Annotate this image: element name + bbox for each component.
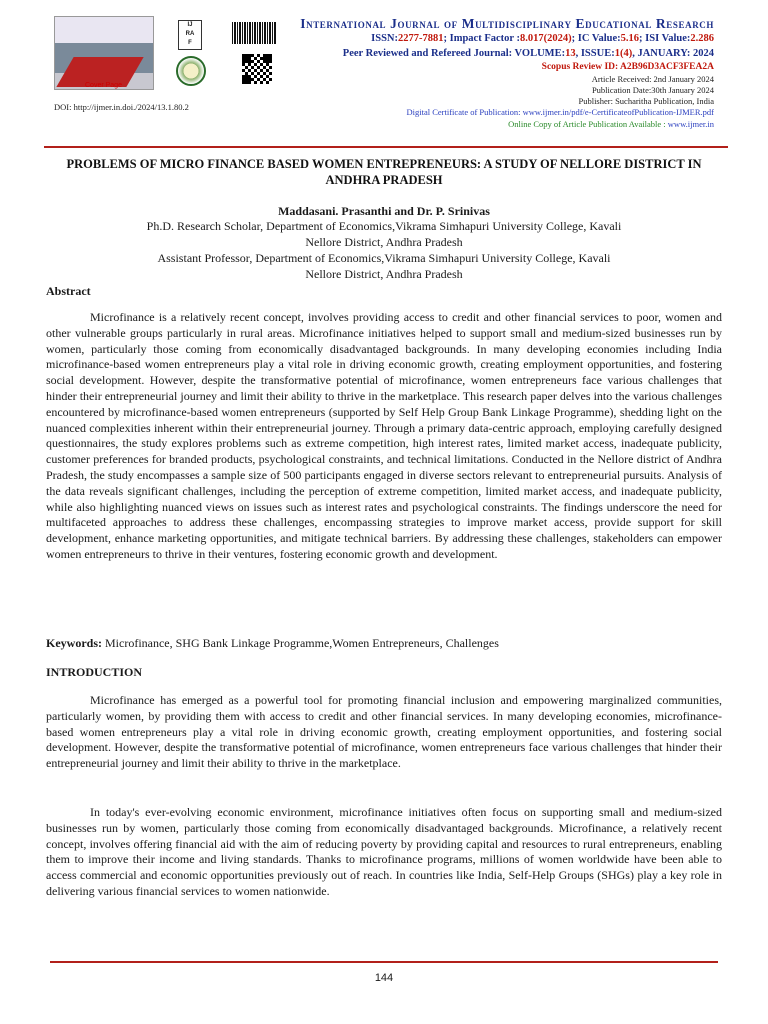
issn-line: ISSN:2277-7881; Impact Factor :8.017(2024); IC Value:5.16; ISI Value:2.286 (371, 33, 714, 44)
cover-page-thumbnail[interactable] (54, 16, 154, 90)
introduction-paragraph-1: Microfinance has emerged as a powerful tool for promoting financial inclusion and empowering marginalized communities, particularly women, by providing them with access to credit and other financial services. In many developing economies, microfinance-based women entrepreneurs play a vital role in driving economic growth, creating employment opportunities, and fostering social development. However, despite the transformative potential of microfinance, women entrepreneurs face various challenges that hinder their entrepreneurial journey and limit their ability to thrive in the marketplace. (46, 693, 722, 771)
header-divider (44, 146, 728, 148)
footer-divider (50, 961, 718, 963)
keywords: Keywords: Microfinance, SHG Bank Linkage Programme,Women Entrepreneurs, Challenges (46, 636, 499, 650)
affiliation-1: Ph.D. Research Scholar, Department of Economics,Vikrama Simhapuri University College, Kavali Nellore District, Andhra Pradesh (146, 219, 622, 249)
issn-barcode (232, 22, 276, 44)
doi-link[interactable]: DOI: http://ijmer.in.doi./2024/13.1.80.2 (54, 102, 189, 112)
digital-certificate-link[interactable]: Digital Certificate of Publication: www.ijmer.in/pdf/e-CertificateofPublication-IJMER.pdf (406, 107, 714, 117)
abstract-heading: Abstract (46, 284, 91, 298)
introduction-heading: INTRODUCTION (46, 665, 143, 679)
authors: Maddasani. Prasanthi and Dr. P. Srinivas (278, 204, 490, 218)
qr-code[interactable] (242, 54, 272, 84)
abstract-text: Microfinance is a relatively recent concept, involves providing access to credit and other financial services to poor, women and other vulnerable groups particularly in rural areas. Microfinance initiatives helped to support small and medium-sized businesses run by women, particularly those coming from economically disadvantaged backgrounds. In many developing economies including India microfinance-based women entrepreneurs play a vital role in driving economic growth, creating employment opportunities, and fostering social development. However, despite the transformative potential of microfinance, women entrepreneurs face various challenges that hinder their entrepreneurial journey and limit their ability to thrive in the marketplace. This research paper delves into the various challenges encountered by microfinance-based women entrepreneurs (supported by Self Help Group Bank Linkage Programme), shedding light on the nuanced complexities inherent within their entrepreneurial journey. Through a primary data-centric approach, employing carefully designed questionnaires, the study explores problems such as extreme competition, high interest rates, limited market access, inadequate publicity, customer preferences for branded products, psychological constraints, and technical limitations. Conducted in the Nellore district of Andhra Pradesh, the study encompasses a sample size of 500 participants engaged in diverse sectors relevant to entrepreneurial pursuits. Analysis of the data reveals significant challenges, including the perception of extreme competition, limited market access, and inadequate publicity, while also highlighting nuanced views on issues such as interest rates and psychological constraints. The findings underscore the need for multifaceted approaches to address these challenges, encompassing strategies to improve market access, provide support for skill development, enhance marketing opportunities, and mitigate technical barriers. By addressing these challenges, stakeholders can empower women entrepreneurs to thrive in their ventures, fostering economic growth and development. (46, 310, 722, 561)
online-copy-line: Online Copy of Article Publication Available : www.ijmer.in (508, 119, 714, 129)
scopus-review-id: Scopus Review ID: A2B96D3ACF3FEA2A (541, 62, 714, 72)
page-number: 144 (374, 972, 394, 984)
publisher: Publisher: Sucharitha Publication, India (578, 96, 714, 106)
indexing-logo: IJ RA F (178, 20, 202, 50)
paper-title: PROBLEMS OF MICRO FINANCE BASED WOMEN ENTREPRENEURS: A STUDY OF NELLORE DISTRICT IN ANDHRA PRADESH (66, 157, 702, 187)
journal-header (0, 0, 768, 150)
publication-date: Publication Date:30th January 2024 (591, 85, 714, 95)
affiliation-2: Assistant Professor, Department of Economics,Vikrama Simhapuri University College, Kavali Nellore District, Andhra Pradesh (157, 251, 611, 281)
journal-title: International Journal of Multidisciplinary Educational Research (300, 16, 714, 31)
seal-logo (176, 56, 206, 86)
volume-issue-line: Peer Reviewed and Refereed Journal: VOLUME:13, ISSUE:1(4), JANUARY: 2024 (342, 48, 714, 59)
online-copy-link[interactable]: www.ijmer.in (667, 119, 714, 129)
article-received: Article Received: 2nd January 2024 (591, 74, 714, 84)
cover-page-label[interactable]: Cover Page (85, 82, 122, 89)
introduction-paragraph-2: In today's ever-evolving economic environment, microfinance initiatives often focus on supporting small and medium-sized businesses run by women, particularly those coming from economically disadvantaged backgrounds. Microfinance, a relatively recent concept, involves offering financial aid with the aim of reducing poverty by providing capital and resources to rural entrepreneurs, enabling them to improve their income and living standards. Thanks to microfinance programs, millions of women worldwide have been able to access commercial and economic opportunities previously out of reach. In countries like India, Self-Help Groups (SHGs) play a key role in delivering various financial services to women nationwide. (46, 805, 722, 898)
